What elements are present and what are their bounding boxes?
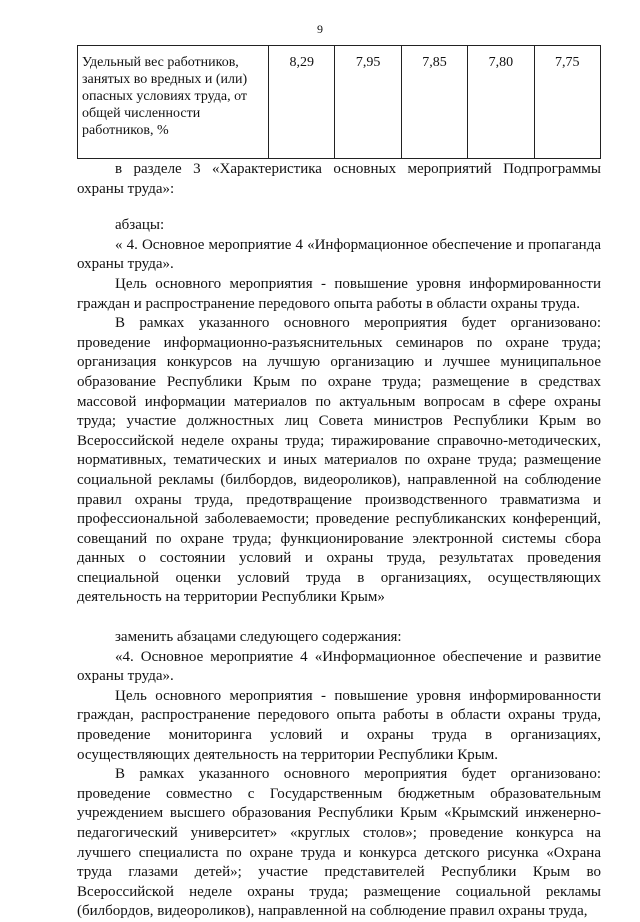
new-measure-goal: Цель основного мероприятия - повышение уровня информированности граждан, распространение передового опыта работы в области охраны труда, проведение мониторинга условий и охраны труда в организациях, осуществляющих деятельность на территории Республики Крым. xyxy=(77,687,601,763)
indicator-value-cell: 7,80 xyxy=(468,46,534,159)
section-intro-paragraph: в разделе 3 «Характеристика основных мероприятий Подпрограммы охраны труда»: xyxy=(77,161,601,197)
old-measure-activities: В рамках указанного основного мероприятия будет организовано: проведение информационно-разъяснительных семинаров по охране труда; организация конкурсов на лучшую организацию и лучшее муниципальное образование Республики Крым по охране труда; размещение в средствах массовой информации материалов по актуальным вопросам в сфере охраны труда; участие должностных лиц Совета министров Республики Крым во Всероссийской неделе охраны труда; тиражирование справочно-методических, нормативных, тематических и иных материалов по охране труда; размещение социальной рекламы (билбордов, видеороликов), направленной на соблюдение правил охраны труда, предотвращение производственного травматизма и профессиональной заболеваемости; проведение республиканских конференций, совещаний по охране труда; функционирование электронной системы сбора данных о состоянии условий и охраны труда, результатах проведения специальной оценки условий труда в организациях, осуществляющих деятельность на территории Республики Крым» xyxy=(77,315,601,606)
old-measure-goal: Цель основного мероприятия - повышение уровня информированности граждан и распространение передового опыта работы в области охраны труда. xyxy=(77,275,601,312)
replace-instruction: заменить абзацами следующего содержания: xyxy=(115,629,402,646)
paragraphs-label: абзацы: xyxy=(115,217,165,234)
document-body xyxy=(77,160,601,922)
new-measure-activities: В рамках указанного основного мероприятия будет организовано: проведение совместно с Государственным бюджетным образовательным учреждением высшего образования Республики Крым «Крымский инженерно-педагогический университет» «круглых столов»; проведение конкурса на лучшего специалиста по охране труда и конкурса детского рисунка «Охрана труда глазами детей»; участие представителей Республики Крым во Всероссийской неделе охраны труда; размещение социальной рекламы (билбордов, видеороликов), направленной на соблюдение правил охраны труда, xyxy=(77,766,601,920)
indicator-table xyxy=(77,45,601,159)
indicator-value-cell: 7,85 xyxy=(401,46,467,159)
indicator-value-cell: 8,29 xyxy=(269,46,335,159)
indicator-value-cell: 7,95 xyxy=(335,46,401,159)
old-measure-title: « 4. Основное мероприятие 4 «Информационное обеспечение и пропаганда охраны труда». xyxy=(77,236,601,273)
indicator-value-cell: 7,75 xyxy=(534,46,600,159)
page-number: 9 xyxy=(317,22,323,36)
table-row xyxy=(78,46,601,159)
new-measure-title: «4. Основное мероприятие 4 «Информационное обеспечение и развитие охраны труда». xyxy=(77,648,601,685)
indicator-label-cell: Удельный вес работников, занятых во вредных и (или) опасных условиях труда, от общей численности работников, % xyxy=(78,46,269,159)
